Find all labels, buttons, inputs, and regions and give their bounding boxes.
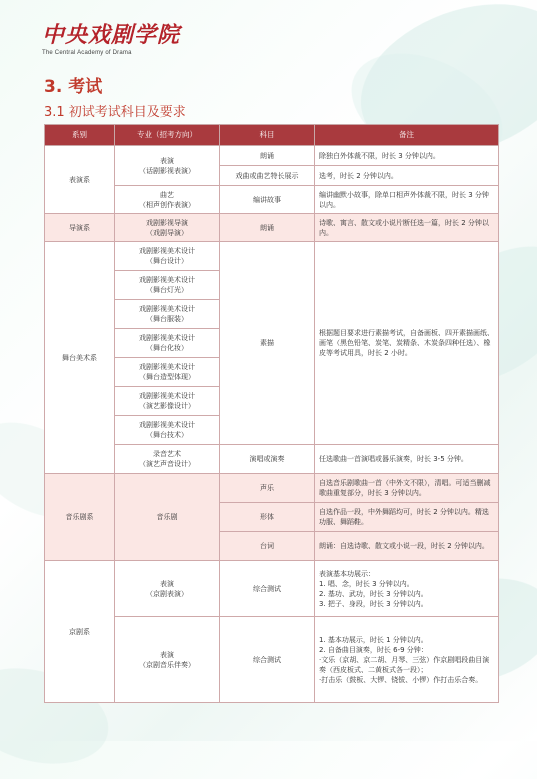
subject-cell: 朗诵: [220, 214, 315, 242]
note-cell: 朗诵：自选诗歌、散文或小说一段，时长 2 分钟以内。: [315, 532, 499, 561]
major-cell: 戏剧影视美术设计 （舞台造型体现）: [115, 358, 220, 387]
note-cell: 自选作品一段，中外舞蹈均可，时长 2 分钟以内。精选功服、舞蹈鞋。: [315, 503, 499, 532]
major-cell: 戏剧影视美术设计 （舞台化妆）: [115, 329, 220, 358]
logo-chinese: 中央戏剧学院: [42, 22, 181, 48]
major-cell: 录音艺术 （演艺声音设计）: [115, 445, 220, 474]
major-cell: 曲艺 （相声创作表演）: [115, 186, 220, 214]
major-cell: 戏剧影视美术设计 （舞台灯光）: [115, 271, 220, 300]
exam-table: [44, 124, 499, 703]
note-cell: 任选歌曲一首演唱或器乐演奏，时长 3-5 分钟。: [315, 445, 499, 474]
table-row: [45, 474, 499, 503]
note-cell: 除独白外体裁不限，时长 3 分钟以内。: [315, 146, 499, 166]
logo-english: The Central Academy of Drama: [42, 50, 132, 56]
table-row: [45, 561, 499, 617]
note-cell: 选考，时长 2 分钟以内。: [315, 166, 499, 186]
dept-cell: 舞台美术系: [45, 242, 115, 474]
subject-cell: 台词: [220, 532, 315, 561]
school-logo: [42, 18, 180, 56]
note-cell: 1. 基本功展示，时长 1 分钟以内。 2. 自备曲目演奏，时长 6-9 分钟： ·文乐（京胡、京二胡、月琴、三弦）作京剧唱段曲目演奏（西皮板式、二黄板式各一段）； ·打击乐（鼓板、大锣、铙钹、小锣）作打击乐合奏。: [315, 617, 499, 703]
dept-cell: 音乐剧系: [45, 474, 115, 561]
subsection-title: 3.1 初试考试科目及要求: [44, 105, 186, 120]
note-cell: 自选音乐剧歌曲一首（中外文不限），清唱。可适当删减歌曲重复部分，时长 3 分钟以内。: [315, 474, 499, 503]
subject-cell: 朗诵: [220, 146, 315, 166]
header-note: 备注: [315, 125, 499, 146]
table-row: [45, 146, 499, 166]
major-cell: 戏剧影视导演 （戏剧导演）: [115, 214, 220, 242]
major-cell: 戏剧影视美术设计 （舞台服装）: [115, 300, 220, 329]
note-cell: 表演基本功展示： 1. 唱、念，时长 3 分钟以内。 2. 基功、武功，时长 3 分钟以内。 3. 把子、身段，时长 3 分钟以内。: [315, 561, 499, 617]
major-cell: 音乐剧: [115, 474, 220, 561]
dept-cell: 表演系: [45, 146, 115, 214]
header-dept: 系别: [45, 125, 115, 146]
major-cell: 戏剧影视美术设计 （演艺影像设计）: [115, 387, 220, 416]
subject-cell: 素描: [220, 242, 315, 445]
subject-cell: 演唱或演奏: [220, 445, 315, 474]
header-major: 专业（招考方向）: [115, 125, 220, 146]
subject-cell: 编讲故事: [220, 186, 315, 214]
table-row: [45, 214, 499, 242]
dept-cell: 导演系: [45, 214, 115, 242]
major-cell: 表演 （话剧影视表演）: [115, 146, 220, 186]
note-cell: 诗歌、寓言、散文或小说片断任选一篇，时长 2 分钟以内。: [315, 214, 499, 242]
note-cell: 根据题目要求进行素描考试，自备画板、四开素描画纸、画笔（黑色铅笔、炭笔、炭精条、木炭条四种任选）、橡皮等考试用具，时长 2 小时。: [315, 242, 499, 445]
section-title: 3. 考试: [44, 77, 103, 97]
subject-cell: 戏曲或曲艺特长展示: [220, 166, 315, 186]
major-cell: 戏剧影视美术设计 （舞台技术）: [115, 416, 220, 445]
header-subject: 科目: [220, 125, 315, 146]
major-cell: 表演 （京剧表演）: [115, 561, 220, 617]
subject-cell: 声乐: [220, 474, 315, 503]
dept-cell: 京剧系: [45, 561, 115, 703]
subject-cell: 形体: [220, 503, 315, 532]
major-cell: 表演 （京剧音乐伴奏）: [115, 617, 220, 703]
major-cell: 戏剧影视美术设计 （舞台设计）: [115, 242, 220, 271]
note-cell: 编讲幽默小故事，除单口相声外体裁不限，时长 3 分钟以内。: [315, 186, 499, 214]
table-header-row: [45, 125, 499, 146]
table-row: [45, 242, 499, 271]
subject-cell: 综合测试: [220, 561, 315, 617]
subject-cell: 综合测试: [220, 617, 315, 703]
